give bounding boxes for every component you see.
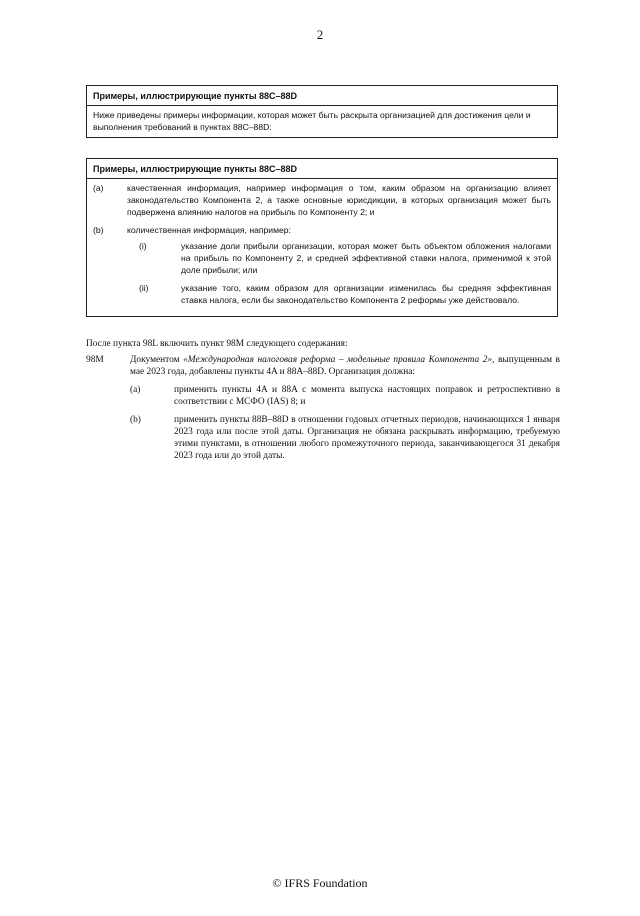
subitem-text: указание того, каким образом для организации изменилась бы средняя эффективная ставка налога, если бы законодательство Компонента 2 реформы уже действовало.: [181, 283, 551, 305]
subitem-label: (b): [130, 415, 141, 425]
footer-copyright: © IFRS Foundation: [272, 876, 368, 890]
subitem-label: (i): [139, 241, 147, 251]
document-title: «Международная налоговая реформа – модельные правила Компонента 2»: [183, 355, 493, 365]
list-item: [93, 224, 551, 306]
item-label: (b): [93, 225, 104, 235]
box-body: Ниже приведены примеры информации, которая может быть раскрыта организацией для достижения цели и выполнения требований в пунктах 88C–88D:: [93, 110, 531, 132]
list-item: [93, 182, 551, 218]
paragraph-98m: [86, 354, 560, 462]
examples-box-list: [86, 158, 558, 317]
sub-list-item: [93, 282, 551, 306]
paragraph-text-start: Документом: [130, 355, 184, 365]
item-label: (a): [93, 183, 104, 193]
examples-box-intro: [86, 85, 558, 138]
paragraph-text-end: , выпущенным в мае 2023 года, добавлены пункты 4A и 88A–88D. Организация должна:: [130, 355, 560, 377]
paragraph-subitem: [86, 384, 560, 408]
box-body: [87, 179, 557, 316]
box-title: Примеры, иллюстрирующие пункты 88C–88D: [87, 159, 557, 179]
sub-list-item: [93, 240, 551, 276]
amendment-instruction: После пункта 98L включить пункт 98M следующего содержания:: [86, 339, 348, 349]
subitem-text: применить пункты 4A и 88A с момента выпуска настоящих поправок и ретроспективно в соответствии с МСФО (IAS) 8; и: [174, 385, 560, 407]
item-text: количественная информация, например:: [127, 225, 291, 235]
page-number: 2: [316, 27, 324, 42]
subitem-label: (a): [130, 385, 141, 395]
item-text: качественная информация, например информация о том, каким образом на организацию влияет законодательство Компонента 2, а также основные юрисдикции, в которых организация может быть подвержена влиянию налогов на прибыль по Компоненту 2; и: [127, 183, 551, 217]
subitem-text: указание доли прибыли организации, которая может быть объектом обложения налогами на прибыль по Компоненту 2, и средней эффективной ставки налога, применимой к этой доле прибыли; или: [181, 241, 551, 275]
paragraph-text: [130, 354, 560, 378]
box-title: Примеры, иллюстрирующие пункты 88C–88D: [87, 86, 557, 106]
paragraph-number: 98M: [86, 355, 104, 365]
subitem-label: (ii): [139, 283, 149, 293]
subitem-text: применить пункты 88B–88D в отношении годовых отчетных периодов, начинающихся 1 января 2023 года или после этой даты. Организация не обязана раскрывать информацию, требуемую этими пунктами, в отношении любого промежуточного периода, заканчивающегося 31 декабря 2023 года или до этой даты.: [174, 415, 560, 461]
paragraph-subitem: [86, 414, 560, 462]
